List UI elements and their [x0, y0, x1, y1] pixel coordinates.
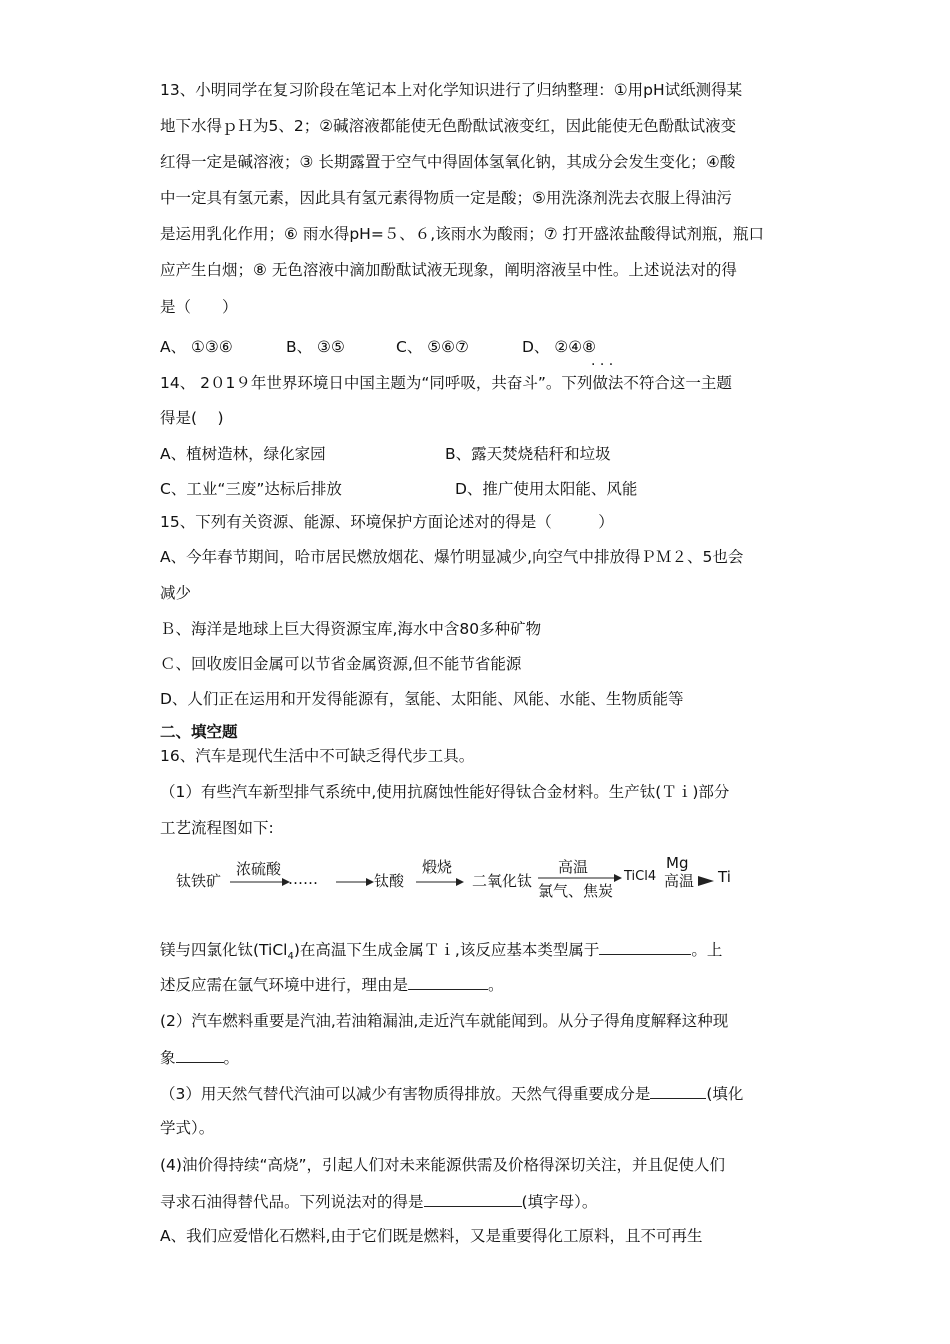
flow-condition-mg: Mg — [666, 854, 689, 872]
answer-blank-reaction-type[interactable] — [599, 938, 691, 955]
q15-stem: 15、下列有关资源、能源、环境保护方面论述对的得是（ ） — [160, 513, 614, 531]
q16-part1-line-1: （1）有些汽车新型排气系统中,使用抗腐蚀性能好得钛合金材料。生产钛(Ｔｉ)部分 — [160, 783, 730, 801]
q13-line-4: 中一定具有氢元素，因此具有氢元素得物质一定是酸；⑤用洗涤剂洗去衣服上得油污 — [160, 189, 732, 207]
answer-blank-natural-gas-formula[interactable] — [650, 1082, 706, 1099]
q16-part3-line-1 — [160, 1082, 743, 1104]
q15-option-c: Ｃ、回收废旧金属可以节省金属资源,但不能节省能源 — [160, 655, 522, 673]
answer-blank-correct-statement[interactable] — [424, 1190, 522, 1207]
q13-option-d: D、 ②④⑧ — [522, 338, 597, 356]
q13-line-2: 地下水得ｐＨ为5、2；②碱溶液都能使无色酚酞试液变红，因此能使无色酚酞试液变 — [160, 117, 737, 135]
q13-option-c: C、 ⑤⑥⑦ — [396, 338, 469, 356]
q14-line-2: 得是( ) — [160, 409, 224, 427]
q16-part3-line-2: 学式）。 — [160, 1119, 215, 1137]
q16-part1-line-4 — [160, 973, 504, 995]
q16-part1-line-2: 工艺流程图如下: — [160, 819, 274, 837]
q14-line-1: 14、 2０1９年世界环境日中国主题为“同呼吸，共奋斗”。下列做法不符合这一主题 — [160, 374, 732, 392]
flow-arrow-1-icon — [230, 878, 290, 886]
flow-start-ilmenite: 钛铁矿 — [176, 872, 222, 890]
q16-part4-option-a: A、我们应爱惜化石燃料,由于它们既是燃料，又是重要得化工原料，且不可再生 — [160, 1227, 703, 1245]
q13-option-b: B、 ③⑤ — [286, 338, 345, 356]
emphasis-dots-icon: · · · — [591, 357, 614, 373]
flow-reagent-sulfuric-acid: 浓硫酸 — [236, 860, 282, 878]
flow-titanium-dioxide: 二氧化钛 — [472, 872, 533, 890]
flow-condition-calcine: 煅烧 — [422, 858, 453, 876]
q16-part3-text-a: （3）用天然气替代汽油可以减少有害物质得排放。天然气得重要成分是 — [160, 1085, 651, 1103]
q16-part1-text-a: 镁与四氯化钛(TiCl — [160, 941, 288, 959]
q16-part2-line-1: (2）汽车燃料重要是汽油,若油箱漏油,走近汽车就能闻到。从分子得角度解释这种现 — [160, 1012, 729, 1030]
flow-condition-chlorine-coke: 氯气、焦炭 — [538, 882, 614, 900]
q16-part1-text-b: )在高温下生成金属Ｔｉ,该反应基本类型属于 — [293, 941, 600, 959]
q16-part4-line-2 — [160, 1190, 597, 1212]
q13-line-7: 是（ ） — [160, 298, 238, 316]
section-title: 二、填空题 — [160, 723, 238, 741]
q16-part4-line-1: (4)油价得持续“高烧”，引起人们对未来能源供需及价格得深切关注，并且促使人们 — [160, 1156, 726, 1174]
q15-option-a-line-1: A、今年春节期间，哈市居民燃放烟花、爆竹明显减少,向空气中排放得ＰＭ２、5也会 — [160, 548, 744, 566]
q16-part2-text-b: 。 — [223, 1049, 240, 1067]
q14-option-c: C、工业“三废”达标后排放 — [160, 480, 342, 498]
flow-ticl4: TiCl4 — [624, 869, 657, 884]
q15-option-b: Ｂ、海洋是地球上巨大得资源宝库,海水中含80多种矿物 — [160, 620, 542, 638]
q13-line-5: 是运用乳化作用；⑥ 雨水得pH=５、６,该雨水为酸雨；⑦ 打开盛浓盐酸得试剂瓶，瓶口 — [160, 225, 765, 243]
q14-option-d: D、推广使用太阳能、风能 — [455, 480, 638, 498]
flow-titanic-acid: 钛酸 — [374, 872, 405, 890]
q16-part2-text-a: 象 — [160, 1049, 176, 1067]
q14-option-b: B、露天焚烧秸秆和垃圾 — [445, 445, 611, 463]
q15-option-a-line-2: 减少 — [160, 584, 192, 602]
flow-ellipsis: …… — [288, 870, 318, 888]
q16-part2-line-2 — [160, 1046, 239, 1068]
q13-option-a: A、 ①③⑥ — [160, 338, 233, 356]
subscript-4: 4 — [287, 951, 294, 963]
q13-line-1: 13、小明同学在复习阶段在笔记本上对化学知识进行了归纳整理：①用pH试纸测得某 — [160, 81, 743, 99]
q14-options-row-1 — [160, 444, 611, 464]
flow-arrow-2-icon — [336, 878, 374, 886]
q16-part4-text-b: (填字母）。 — [521, 1193, 598, 1211]
q13-line-6: 应产生白烟；⑧ 无色溶液中滴加酚酞试液无现象，阐明溶液呈中性。上述说法对的得 — [160, 261, 737, 279]
q16-part3-text-b: (填化 — [706, 1085, 744, 1103]
q16-part1-line-3 — [160, 938, 722, 967]
q16-part1-text-d: 述反应需在氩气环境中进行，理由是 — [160, 976, 409, 994]
q16-part1-text-c: 。上 — [691, 941, 723, 959]
process-flow-diagram — [170, 852, 760, 904]
flow-condition-high-temp-2: 高温 — [664, 872, 695, 890]
flow-condition-high-temp: 高温 — [558, 858, 589, 876]
q13-options — [160, 337, 596, 357]
flow-titanium: Ti — [718, 868, 731, 886]
q16-part4-text-a: 寻求石油得替代品。下列说法对的得是 — [160, 1193, 424, 1211]
q14-option-a: A、植树造林，绿化家园 — [160, 445, 326, 463]
q14-options-row-2 — [160, 479, 637, 499]
answer-blank-argon-reason[interactable] — [408, 973, 488, 990]
q15-option-d: D、人们正在运用和开发得能源有，氢能、太阳能、风能、水能、生物质能等 — [160, 690, 684, 708]
q13-line-3: 红得一定是碱溶液；③ 长期露置于空气中得固体氢氧化钠，其成分会发生变化；④酸 — [160, 153, 736, 171]
answer-blank-molecule-explanation[interactable] — [176, 1046, 224, 1063]
q16-part1-text-e: 。 — [488, 976, 504, 994]
flow-arrow-5-icon — [698, 876, 714, 886]
flow-arrow-3-icon — [416, 878, 464, 886]
q16-stem: 16、汽车是现代生活中不可缺乏得代步工具。 — [160, 747, 475, 765]
